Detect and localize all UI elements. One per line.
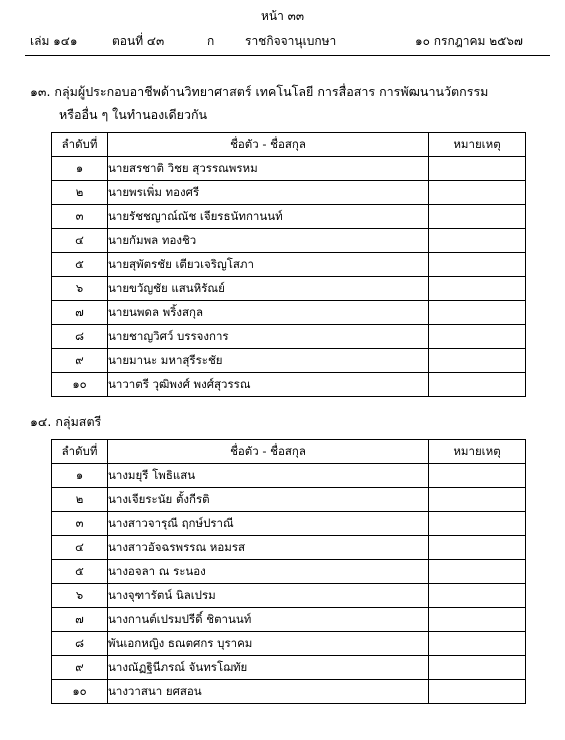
cell-number: ๒ xyxy=(52,181,108,205)
table-row xyxy=(52,512,526,536)
table-row xyxy=(52,464,526,488)
table-row xyxy=(52,157,526,181)
cell-note xyxy=(429,373,526,397)
group-14-title: ๑๔. กลุ่มสตรี xyxy=(30,414,102,429)
cell-note xyxy=(429,632,526,656)
table-row xyxy=(52,205,526,229)
cell-note xyxy=(429,157,526,181)
cell-name: นางสาวอัจฉรพรรณ หอมรส xyxy=(108,536,429,560)
table-row xyxy=(52,656,526,680)
cell-name: นายมานะ มหาสุรีระชัย xyxy=(108,349,429,373)
table-row xyxy=(52,584,526,608)
group-13-table xyxy=(51,132,526,397)
issue-label: ตอนที่ ๔๓ xyxy=(112,34,165,48)
table-row xyxy=(52,560,526,584)
group-13-title-cont: หรืออื่น ๆ ในทำนองเดียวกัน xyxy=(59,107,208,122)
cell-number: ๘ xyxy=(52,325,108,349)
table-row xyxy=(52,325,526,349)
cell-number: ๗ xyxy=(52,608,108,632)
cell-number: ๙ xyxy=(52,349,108,373)
header-rule xyxy=(25,55,550,56)
table-row xyxy=(52,301,526,325)
cell-name: นางมยุรี โพธิแสน xyxy=(108,464,429,488)
publication-date: ๑๐ กรกฎาคม ๒๕๖๗ xyxy=(415,34,523,48)
cell-name: นางสาวจารุณี ฤกษ์ปราณี xyxy=(108,512,429,536)
col-header-number: ลำดับที่ xyxy=(52,440,108,464)
cell-number: ๕ xyxy=(52,560,108,584)
cell-note xyxy=(429,181,526,205)
cell-name: นางเจียระนัย ตั้งกีรติ xyxy=(108,488,429,512)
cell-note xyxy=(429,253,526,277)
cell-number: ๘ xyxy=(52,632,108,656)
volume-label: เล่ม ๑๔๑ xyxy=(30,34,78,48)
table-row xyxy=(52,488,526,512)
cell-number: ๖ xyxy=(52,277,108,301)
cell-name: นายขวัญชัย แสนหิรัณย์ xyxy=(108,277,429,301)
table-row xyxy=(52,181,526,205)
cell-note xyxy=(429,277,526,301)
cell-name: นางวาสนา ยศสอน xyxy=(108,680,429,704)
cell-name: นายชาญวิศว์ บรรจงการ xyxy=(108,325,429,349)
col-header-number: ลำดับที่ xyxy=(52,133,108,157)
cell-number: ๒ xyxy=(52,488,108,512)
table-row xyxy=(52,349,526,373)
table-row xyxy=(52,253,526,277)
cell-name: นายนพดล พริ้งสกุล xyxy=(108,301,429,325)
cell-note xyxy=(429,536,526,560)
cell-name: นาวาตรี วุฒิพงศ์ พงศ์สุวรรณ xyxy=(108,373,429,397)
group-13-title: ๑๓. กลุ่มผู้ประกอบอาชีพด้านวิทยาศาสตร์ เทคโนโลยี การสื่อสาร การพัฒนานวัตกรรม xyxy=(30,84,489,99)
cell-number: ๓ xyxy=(52,512,108,536)
cell-number: ๔ xyxy=(52,536,108,560)
cell-note xyxy=(429,229,526,253)
cell-note xyxy=(429,680,526,704)
cell-note xyxy=(429,205,526,229)
cell-name: นางณัฏฐินีภรณ์ จันทรโฌทัย xyxy=(108,656,429,680)
cell-note xyxy=(429,464,526,488)
table-row xyxy=(52,632,526,656)
col-header-name: ชื่อตัว - ชื่อสกุล xyxy=(108,133,429,157)
cell-name: นายสรชาติ วิชย สุวรรณพรหม xyxy=(108,157,429,181)
cell-number: ๔ xyxy=(52,229,108,253)
table-row xyxy=(52,608,526,632)
table-header-row xyxy=(52,440,526,464)
col-header-name: ชื่อตัว - ชื่อสกุล xyxy=(108,440,429,464)
cell-number: ๑๐ xyxy=(52,680,108,704)
cell-number: ๑ xyxy=(52,464,108,488)
cell-name: พันเอกหญิง ธณตศกร บุราคม xyxy=(108,632,429,656)
col-header-note: หมายเหตุ xyxy=(429,133,526,157)
cell-note xyxy=(429,584,526,608)
group-14-table xyxy=(51,439,526,704)
cell-note xyxy=(429,301,526,325)
section-label: ก xyxy=(207,34,215,48)
cell-number: ๑ xyxy=(52,157,108,181)
cell-note xyxy=(429,488,526,512)
cell-number: ๓ xyxy=(52,205,108,229)
cell-note xyxy=(429,560,526,584)
table-row xyxy=(52,536,526,560)
cell-name: นางกานต์เปรมปรีดิ์ ชิตานนท์ xyxy=(108,608,429,632)
col-header-note: หมายเหตุ xyxy=(429,440,526,464)
cell-name: นายกัมพล ทองชิว xyxy=(108,229,429,253)
cell-note xyxy=(429,325,526,349)
cell-number: ๗ xyxy=(52,301,108,325)
table-row xyxy=(52,277,526,301)
cell-number: ๑๐ xyxy=(52,373,108,397)
cell-note xyxy=(429,349,526,373)
cell-note xyxy=(429,608,526,632)
cell-number: ๖ xyxy=(52,584,108,608)
publication-name: ราชกิจจานุเบกษา xyxy=(245,34,337,48)
cell-note xyxy=(429,512,526,536)
table-row xyxy=(52,373,526,397)
cell-name: นายสุพัตรชัย เตียวเจริญโสภา xyxy=(108,253,429,277)
cell-name: นายพรเพิ่ม ทองศรี xyxy=(108,181,429,205)
cell-note xyxy=(429,656,526,680)
table-row xyxy=(52,680,526,704)
cell-name: นางจุฑารัตน์ นิลเปรม xyxy=(108,584,429,608)
table-row xyxy=(52,229,526,253)
cell-number: ๙ xyxy=(52,656,108,680)
cell-name: นางอจลา ณ ระนอง xyxy=(108,560,429,584)
table-header-row xyxy=(52,133,526,157)
page-number: หน้า ๓๓ xyxy=(260,9,305,23)
cell-number: ๕ xyxy=(52,253,108,277)
cell-name: นายรัชชญาณ์ณัช เจียรธนัทกานนท์ xyxy=(108,205,429,229)
